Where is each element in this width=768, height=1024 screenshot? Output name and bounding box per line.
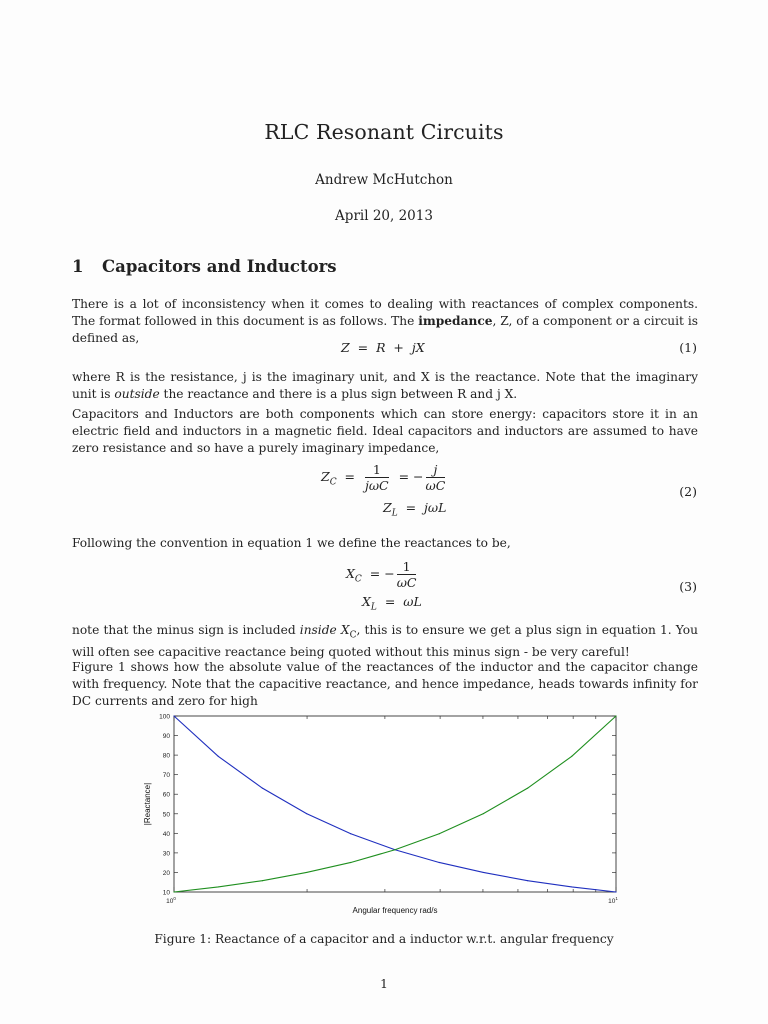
series-1-point bbox=[173, 715, 174, 716]
equation-3-label: (3) bbox=[679, 579, 697, 594]
y-tick-label: 60 bbox=[162, 791, 170, 799]
y-tick-label: 50 bbox=[162, 811, 170, 819]
y-tick-label: 80 bbox=[162, 752, 170, 760]
paragraph-text: , this is to ensure we get a plus sign in equation 1. You will often see capacitive reactance being quoted without this minus sign - be very careful! bbox=[72, 623, 698, 660]
equation-1: Z = R + jX bbox=[341, 340, 425, 355]
equation-1-label: (1) bbox=[679, 340, 697, 355]
equation-2-label: (2) bbox=[679, 484, 697, 499]
series-1-point bbox=[527, 880, 528, 881]
y-tick-label: 10 bbox=[162, 889, 170, 897]
y-tick-label: 100 bbox=[159, 713, 170, 721]
series-2-point bbox=[218, 886, 219, 887]
series-1-point bbox=[218, 756, 219, 757]
document-title: RLC Resonant Circuits bbox=[264, 120, 504, 144]
series-2-point bbox=[615, 715, 616, 716]
y-tick-label: 70 bbox=[162, 772, 170, 780]
document-date: April 20, 2013 bbox=[335, 208, 433, 224]
paragraph-text: the reactance and there is a plus sign between R and j X. bbox=[159, 387, 518, 401]
series-2-point bbox=[439, 833, 440, 834]
section-number: 1 bbox=[72, 257, 84, 276]
series-1-point bbox=[439, 862, 440, 863]
series-1-point bbox=[262, 788, 263, 789]
series-1-point bbox=[571, 886, 572, 887]
equation-3a: $X_C$ = − $\frac{1}{\omega C}$ bbox=[346, 559, 417, 590]
equation-2a: $Z_C$ = $\frac{1}{\text{jωC}}$ = − $\frac{j}{\omega C}$ bbox=[321, 462, 446, 493]
equation-2b: $Z_L = j\omega L$ bbox=[383, 500, 447, 519]
x-tick-label: $10^0$ bbox=[166, 896, 176, 905]
series-2-point bbox=[262, 880, 263, 881]
paragraph-capacitors-inductors: Capacitors and Inductors are both components which can store energy: capacitors store it in an electric field and inductors in a magnetic field. Ideal capacitors and inductors are assumed to have zero resistance and so have a purely imaginary impedance, bbox=[72, 407, 698, 455]
series-2-point bbox=[306, 872, 307, 873]
x-tick-label-exponent: 0 bbox=[173, 896, 176, 901]
x-axis-label: Angular frequency rad/s bbox=[352, 906, 438, 915]
reactance-chart bbox=[128, 706, 634, 918]
series-1-point bbox=[306, 813, 307, 814]
y-tick-label: 40 bbox=[162, 830, 170, 838]
y-tick-label: 30 bbox=[162, 850, 170, 858]
x-tick-label-exponent: 1 bbox=[615, 896, 618, 901]
bold-term: impedance bbox=[418, 314, 493, 328]
series-1-point bbox=[483, 872, 484, 873]
paragraph-convention: Following the convention in equation 1 we define the reactances to be, bbox=[72, 536, 511, 550]
paragraph-text: where R is the resistance, j is the imaginary unit, and X is the reactance. Note that the imaginary unit is bbox=[72, 370, 698, 401]
figure-caption: Figure 1: Reactance of a capacitor and a inductor w.r.t. angular frequency bbox=[154, 932, 614, 946]
paragraph-text: There is a lot of inconsistency when it comes to dealing with reactances of complex components. The format followed in this document is as follows. The bbox=[72, 297, 698, 328]
paragraph-minus-sign bbox=[72, 622, 698, 661]
paragraph-figure-intro: Figure 1 shows how the absolute value of the reactances of the inductor and the capacitor change with frequency. Note that the capacitive reactance, and hence impedance, heads towards infinity for DC currents and zero for high bbox=[72, 660, 698, 708]
paragraph-text: note that the minus sign is included bbox=[72, 623, 300, 637]
page-number: 1 bbox=[380, 977, 388, 991]
document-author: Andrew McHutchon bbox=[315, 172, 453, 188]
y-axis-label: |Reactance| bbox=[143, 782, 152, 826]
series-2-point bbox=[483, 813, 484, 814]
equation-3b: $X_L = \omega L$ bbox=[362, 594, 422, 613]
paragraph-text: , Z, of a component or a circuit is defined as, bbox=[72, 314, 698, 345]
section-title: Capacitors and Inductors bbox=[102, 257, 337, 276]
italic-term: outside bbox=[114, 387, 160, 401]
y-tick-label: 90 bbox=[162, 733, 170, 741]
plot-frame bbox=[174, 716, 616, 892]
series-2-point bbox=[394, 849, 395, 850]
section-heading bbox=[72, 257, 337, 276]
x-tick-label: $10^1$ bbox=[608, 896, 618, 905]
series-2-point bbox=[527, 788, 528, 789]
math-subscript: C bbox=[349, 630, 357, 641]
paragraph-definitions bbox=[72, 369, 698, 403]
series-1-point bbox=[615, 891, 616, 892]
series-2-point bbox=[571, 756, 572, 757]
series-2-point bbox=[350, 862, 351, 863]
math-symbol: X bbox=[336, 623, 350, 637]
series-2-point bbox=[173, 891, 174, 892]
y-tick-label: 20 bbox=[162, 869, 170, 877]
italic-term: inside bbox=[299, 623, 337, 637]
series-1-point bbox=[350, 833, 351, 834]
